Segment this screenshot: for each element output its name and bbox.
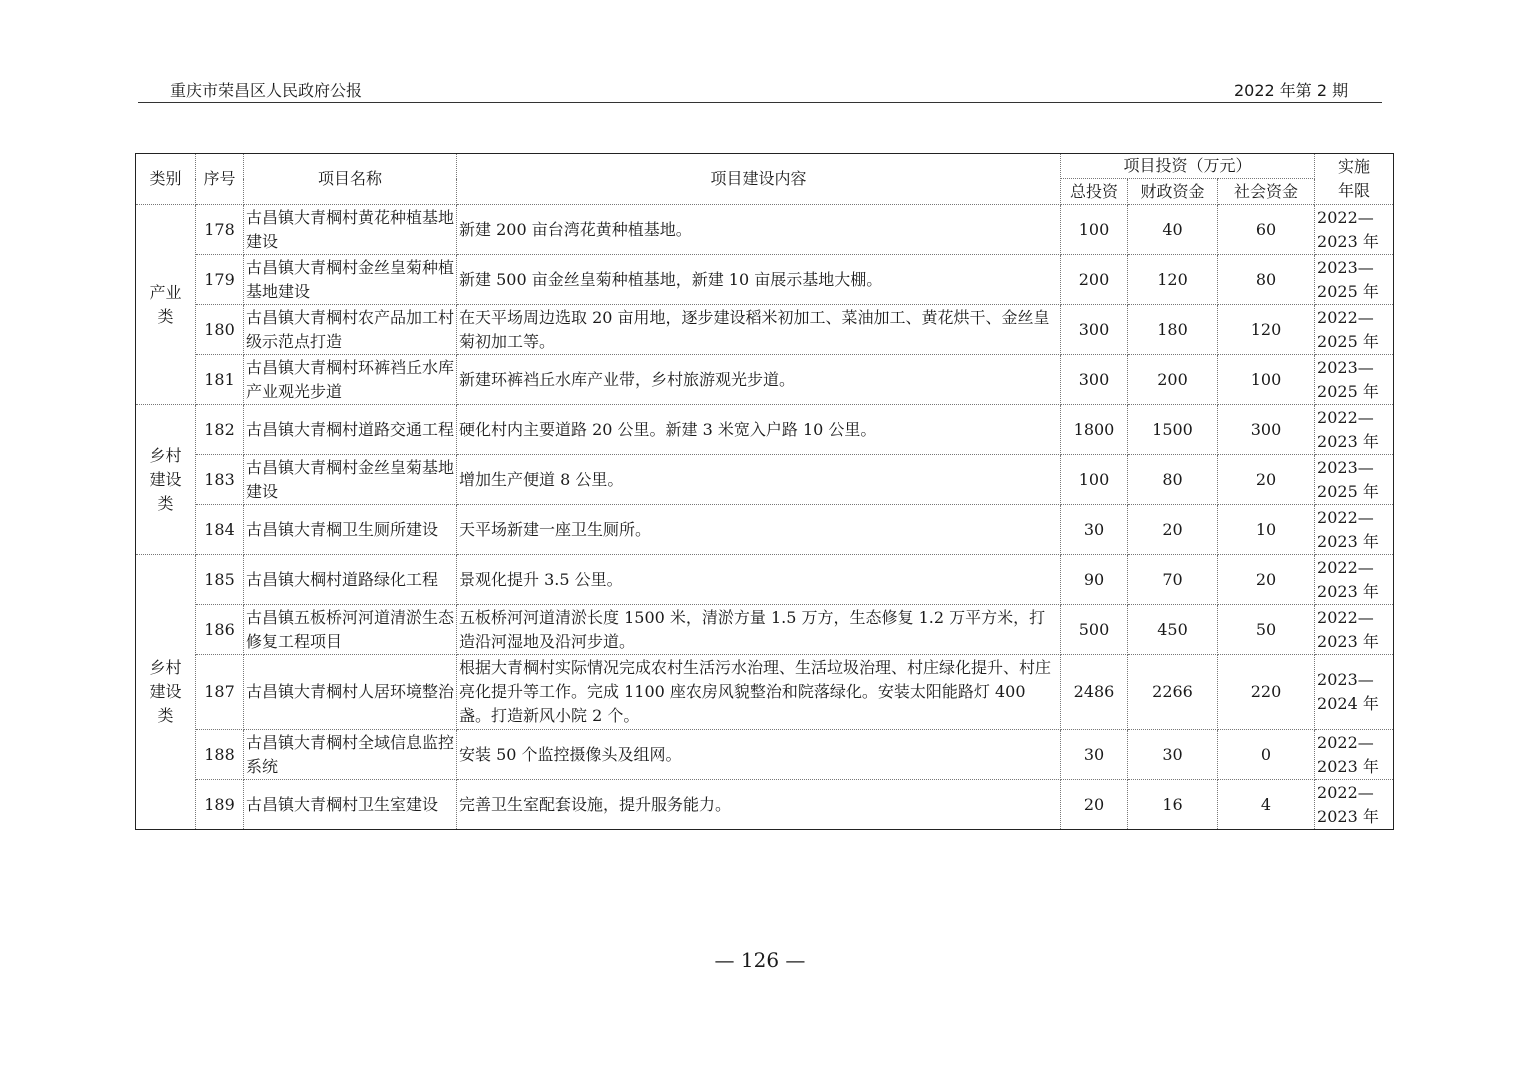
project-name: 古昌镇大青棡村金丝皇菊种植基地建设 [244, 255, 457, 305]
period-header-line2: 年限 [1338, 181, 1371, 200]
table-row [136, 730, 1394, 780]
period-cell: 2023— 2025 年 [1315, 455, 1394, 505]
social-funds: 20 [1218, 455, 1315, 505]
total-investment: 300 [1061, 355, 1128, 405]
total-investment: 100 [1061, 455, 1128, 505]
row-number: 189 [196, 780, 244, 830]
project-content: 景观化提升 3.5 公里。 [457, 555, 1061, 605]
table-row [136, 655, 1394, 730]
project-table [135, 153, 1394, 830]
project-name: 古昌镇大青棡村卫生室建设 [244, 780, 457, 830]
period-cell: 2023— 2025 年 [1315, 255, 1394, 305]
table-row [136, 780, 1394, 830]
row-number: 186 [196, 605, 244, 655]
project-content: 完善卫生室配套设施，提升服务能力。 [457, 780, 1061, 830]
project-content: 新建环裤裆丘水库产业带，乡村旅游观光步道。 [457, 355, 1061, 405]
total-investment: 100 [1061, 205, 1128, 255]
fiscal-funds: 200 [1128, 355, 1218, 405]
category-cell: 乡村建设类 [136, 555, 196, 830]
social-funds: 10 [1218, 505, 1315, 555]
total-investment: 20 [1061, 780, 1128, 830]
issue-label: 2022 年第 2 期 [1234, 81, 1349, 100]
category-cell: 乡村建设类 [136, 405, 196, 555]
table-row [136, 305, 1394, 355]
row-number: 187 [196, 655, 244, 730]
row-number: 178 [196, 205, 244, 255]
row-number: 181 [196, 355, 244, 405]
fiscal-funds: 16 [1128, 780, 1218, 830]
header-row [136, 154, 1394, 179]
project-content: 安装 50 个监控摄像头及组网。 [457, 730, 1061, 780]
total-investment: 2486 [1061, 655, 1128, 730]
social-funds: 80 [1218, 255, 1315, 305]
project-name: 古昌镇大青棡村农产品加工村级示范点打造 [244, 305, 457, 355]
table-row [136, 205, 1394, 255]
period-cell: 2022— 2023 年 [1315, 555, 1394, 605]
period-cell: 2022— 2023 年 [1315, 780, 1394, 830]
project-name: 古昌镇大青棡村道路交通工程 [244, 405, 457, 455]
col-header-number: 序号 [196, 154, 244, 205]
total-investment: 1800 [1061, 405, 1128, 455]
project-content: 天平场新建一座卫生厕所。 [457, 505, 1061, 555]
project-name: 古昌镇五板桥河河道清淤生态修复工程项目 [244, 605, 457, 655]
fiscal-funds: 40 [1128, 205, 1218, 255]
social-funds: 4 [1218, 780, 1315, 830]
fiscal-funds: 180 [1128, 305, 1218, 355]
social-funds: 0 [1218, 730, 1315, 780]
project-name: 古昌镇大棡村道路绿化工程 [244, 555, 457, 605]
fiscal-funds: 120 [1128, 255, 1218, 305]
period-cell: 2023— 2025 年 [1315, 355, 1394, 405]
project-name: 古昌镇大青棡村人居环境整治 [244, 655, 457, 730]
table-row [136, 355, 1394, 405]
total-investment: 30 [1061, 730, 1128, 780]
table-row [136, 605, 1394, 655]
col-header-fiscal: 财政资金 [1128, 179, 1218, 205]
col-header-period [1315, 154, 1394, 205]
header-divider [138, 102, 1382, 103]
col-header-investment: 项目投资（万元） [1061, 154, 1315, 179]
row-number: 180 [196, 305, 244, 355]
social-funds: 60 [1218, 205, 1315, 255]
col-header-content: 项目建设内容 [457, 154, 1061, 205]
category-cell: 产业类 [136, 205, 196, 405]
page-number: — 126 — [714, 948, 806, 972]
project-name: 古昌镇大青棡村金丝皇菊基地建设 [244, 455, 457, 505]
period-cell: 2022— 2023 年 [1315, 405, 1394, 455]
total-investment: 30 [1061, 505, 1128, 555]
col-header-total: 总投资 [1061, 179, 1128, 205]
fiscal-funds: 1500 [1128, 405, 1218, 455]
row-number: 185 [196, 555, 244, 605]
project-content: 根据大青棡村实际情况完成农村生活污水治理、生活垃圾治理、村庄绿化提升、村庄亮化提升等工作。完成 1100 座农房风貌整治和院落绿化。安装太阳能路灯 400 盏。打造新风小院 2 个。 [457, 655, 1061, 730]
row-number: 188 [196, 730, 244, 780]
fiscal-funds: 20 [1128, 505, 1218, 555]
project-content: 新建 200 亩台湾花黄种植基地。 [457, 205, 1061, 255]
project-content: 五板桥河河道清淤长度 1500 米，清淤方量 1.5 万方，生态修复 1.2 万平方米，打造沿河湿地及沿河步道。 [457, 605, 1061, 655]
period-cell: 2022— 2025 年 [1315, 305, 1394, 355]
period-cell: 2022— 2023 年 [1315, 730, 1394, 780]
project-name: 古昌镇大青棡村黄花种植基地建设 [244, 205, 457, 255]
fiscal-funds: 70 [1128, 555, 1218, 605]
project-content: 增加生产便道 8 公里。 [457, 455, 1061, 505]
table-row [136, 255, 1394, 305]
col-header-category: 类别 [136, 154, 196, 205]
period-header-line1: 实施 [1338, 157, 1371, 176]
fiscal-funds: 2266 [1128, 655, 1218, 730]
table-row [136, 555, 1394, 605]
project-name: 古昌镇大青棡村全域信息监控系统 [244, 730, 457, 780]
table-row [136, 405, 1394, 455]
col-header-name: 项目名称 [244, 154, 457, 205]
period-cell: 2022— 2023 年 [1315, 505, 1394, 555]
table-row [136, 505, 1394, 555]
col-header-social: 社会资金 [1218, 179, 1315, 205]
project-name: 古昌镇大青棡卫生厕所建设 [244, 505, 457, 555]
fiscal-funds: 80 [1128, 455, 1218, 505]
table-row [136, 455, 1394, 505]
total-investment: 500 [1061, 605, 1128, 655]
period-cell: 2022— 2023 年 [1315, 605, 1394, 655]
row-number: 182 [196, 405, 244, 455]
row-number: 184 [196, 505, 244, 555]
row-number: 183 [196, 455, 244, 505]
social-funds: 120 [1218, 305, 1315, 355]
period-cell: 2022— 2023 年 [1315, 205, 1394, 255]
project-content: 硬化村内主要道路 20 公里。新建 3 米宽入户路 10 公里。 [457, 405, 1061, 455]
total-investment: 90 [1061, 555, 1128, 605]
total-investment: 200 [1061, 255, 1128, 305]
project-content: 新建 500 亩金丝皇菊种植基地，新建 10 亩展示基地大棚。 [457, 255, 1061, 305]
project-content: 在天平场周边选取 20 亩用地，逐步建设稻米初加工、菜油加工、黄花烘干、金丝皇菊初加工等。 [457, 305, 1061, 355]
social-funds: 20 [1218, 555, 1315, 605]
social-funds: 300 [1218, 405, 1315, 455]
social-funds: 220 [1218, 655, 1315, 730]
period-cell: 2023— 2024 年 [1315, 655, 1394, 730]
project-name: 古昌镇大青棡村环裤裆丘水库产业观光步道 [244, 355, 457, 405]
fiscal-funds: 450 [1128, 605, 1218, 655]
total-investment: 300 [1061, 305, 1128, 355]
row-number: 179 [196, 255, 244, 305]
social-funds: 50 [1218, 605, 1315, 655]
social-funds: 100 [1218, 355, 1315, 405]
fiscal-funds: 30 [1128, 730, 1218, 780]
publication-title: 重庆市荣昌区人民政府公报 [170, 81, 363, 100]
